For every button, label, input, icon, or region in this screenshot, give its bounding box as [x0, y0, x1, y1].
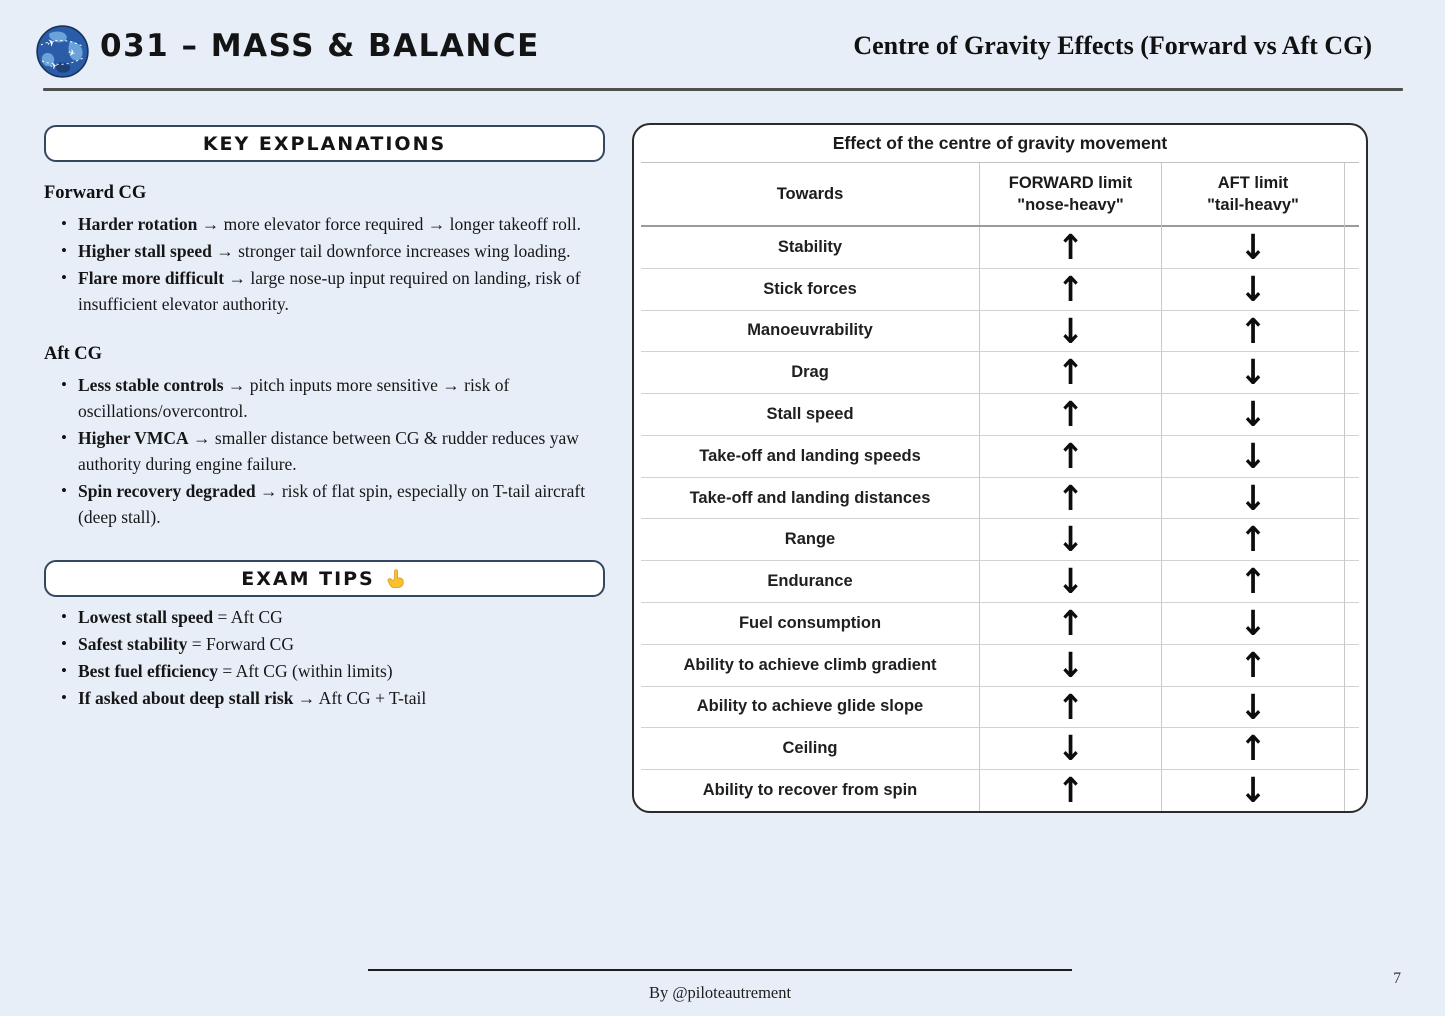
bullet-item: • Safest stability = Forward CG [78, 631, 605, 657]
forward-arrow: ↑ [980, 225, 1162, 269]
table-row [641, 602, 1359, 644]
header-gutter [1345, 163, 1359, 225]
header-divider [43, 88, 1403, 91]
row-label: Ceiling [641, 728, 980, 769]
row-gutter [1345, 519, 1359, 560]
forward-arrow: ↑ [980, 351, 1162, 395]
table-row [641, 686, 1359, 728]
bullet-item: • Higher stall speed → stronger tail downforce increases wing loading. [78, 238, 605, 264]
row-gutter [1345, 728, 1359, 769]
row-gutter [1345, 645, 1359, 686]
aft-arrow: ↓ [1162, 601, 1345, 645]
bullet-item: • Less stable controls → pitch inputs more sensitive → risk of oscillations/overcontrol. [78, 372, 605, 424]
forward-arrow: ↑ [980, 601, 1162, 645]
aft-arrow: ↑ [1162, 560, 1345, 604]
row-gutter [1345, 561, 1359, 602]
row-label: Ability to recover from spin [641, 770, 980, 811]
row-gutter [1345, 687, 1359, 728]
aft-arrow: ↑ [1162, 518, 1345, 562]
table-row [641, 351, 1359, 393]
table-row [641, 393, 1359, 435]
row-label: Stability [641, 227, 980, 268]
forward-arrow: ↓ [980, 560, 1162, 604]
row-label: Range [641, 519, 980, 560]
globe-airplanes-logo-icon [36, 25, 89, 78]
aft-arrow: ↑ [1162, 309, 1345, 353]
aft-arrow: ↓ [1162, 392, 1345, 436]
footer-divider [368, 969, 1072, 971]
forward-arrow: ↑ [980, 392, 1162, 436]
row-gutter [1345, 394, 1359, 435]
aft-arrow: ↑ [1162, 643, 1345, 687]
row-label: Ability to achieve glide slope [641, 687, 980, 728]
column-header-towards: Towards [641, 163, 980, 225]
bullet-item: • Best fuel efficiency = Aft CG (within limits) [78, 658, 605, 684]
forward-arrow: ↓ [980, 518, 1162, 562]
key-explanations-label: KEY EXPLANATIONS [202, 132, 447, 155]
aft-arrow: ↓ [1162, 769, 1345, 813]
aft-arrow: ↓ [1162, 225, 1345, 269]
row-label: Endurance [641, 561, 980, 602]
aft-cg-bullets [44, 372, 605, 530]
row-label: Fuel consumption [641, 603, 980, 644]
row-gutter [1345, 436, 1359, 477]
exam-tips-label: EXAM TIPS [241, 567, 375, 590]
page-title: Centre of Gravity Effects (Forward vs Aft CG) [853, 31, 1372, 60]
forward-arrow: ↓ [980, 643, 1162, 687]
table-title: Effect of the centre of gravity movement [641, 125, 1359, 163]
forward-arrow: ↑ [980, 769, 1162, 813]
svg-text:✈: ✈ [45, 37, 58, 51]
forward-arrow: ↓ [980, 309, 1162, 353]
table-row [641, 518, 1359, 560]
table-header-row [641, 163, 1359, 227]
row-label: Stick forces [641, 269, 980, 310]
row-gutter [1345, 227, 1359, 268]
exam-tips-box [44, 560, 605, 597]
table-body [641, 227, 1359, 811]
row-label: Manoeuvrability [641, 311, 980, 352]
svg-text:✈: ✈ [49, 61, 59, 73]
course-title: 031 – MASS & BALANCE [100, 28, 540, 64]
table-row [641, 310, 1359, 352]
forward-arrow: ↑ [980, 476, 1162, 520]
aft-arrow: ↓ [1162, 476, 1345, 520]
forward-arrow: ↑ [980, 685, 1162, 729]
row-label: Ability to achieve climb gradient [641, 645, 980, 686]
forward-cg-bullets [44, 211, 605, 317]
bullet-item: • If asked about deep stall risk → Aft CG + T-tail [78, 685, 605, 711]
bullet-item: • Harder rotation → more elevator force required → longer takeoff roll. [78, 211, 605, 237]
row-gutter [1345, 770, 1359, 811]
forward-cg-heading: Forward CG [44, 183, 147, 203]
bullet-item: • Flare more difficult → large nose-up input required on landing, risk of insufficient elevator authority. [78, 265, 605, 317]
row-label: Take-off and landing speeds [641, 436, 980, 477]
row-gutter [1345, 269, 1359, 310]
left-column [44, 125, 605, 712]
row-label: Stall speed [641, 394, 980, 435]
cg-effects-table [632, 123, 1368, 813]
aft-cg-heading: Aft CG [44, 344, 103, 364]
column-header-forward-limit: FORWARD limit "nose-heavy" [980, 163, 1162, 225]
aft-arrow: ↓ [1162, 434, 1345, 478]
row-gutter [1345, 311, 1359, 352]
aft-arrow: ↓ [1162, 267, 1345, 311]
row-label: Take-off and landing distances [641, 478, 980, 519]
forward-arrow: ↑ [980, 267, 1162, 311]
aft-arrow: ↓ [1162, 351, 1345, 395]
aft-arrow: ↑ [1162, 727, 1345, 771]
forward-arrow: ↑ [980, 434, 1162, 478]
aft-arrow: ↓ [1162, 685, 1345, 729]
column-header-aft-limit: AFT limit "tail-heavy" [1162, 163, 1345, 225]
footer-credit: By @piloteautrement [648, 983, 792, 1002]
bullet-item: • Spin recovery degraded → risk of flat spin, especially on T-tail aircraft (deep stall). [78, 478, 605, 530]
table-row [641, 560, 1359, 602]
row-gutter [1345, 603, 1359, 644]
row-gutter [1345, 352, 1359, 393]
table-row [641, 268, 1359, 310]
svg-text:✈: ✈ [66, 48, 77, 60]
forward-arrow: ↓ [980, 727, 1162, 771]
table-row [641, 435, 1359, 477]
page-number: 7 [1393, 970, 1401, 987]
bullet-item: • Higher VMCA → smaller distance between CG & rudder reduces yaw authority during engine failure. [78, 425, 605, 477]
key-explanations-box [44, 125, 605, 162]
table-row [641, 727, 1359, 769]
table-row [641, 769, 1359, 811]
row-label: Drag [641, 352, 980, 393]
backhand-index-pointing-up-icon [384, 567, 408, 591]
table-row [641, 644, 1359, 686]
table-row [641, 227, 1359, 268]
bullet-item: • Lowest stall speed = Aft CG [78, 604, 605, 630]
table-row [641, 477, 1359, 519]
row-gutter [1345, 478, 1359, 519]
exam-tips-bullets [44, 604, 605, 711]
